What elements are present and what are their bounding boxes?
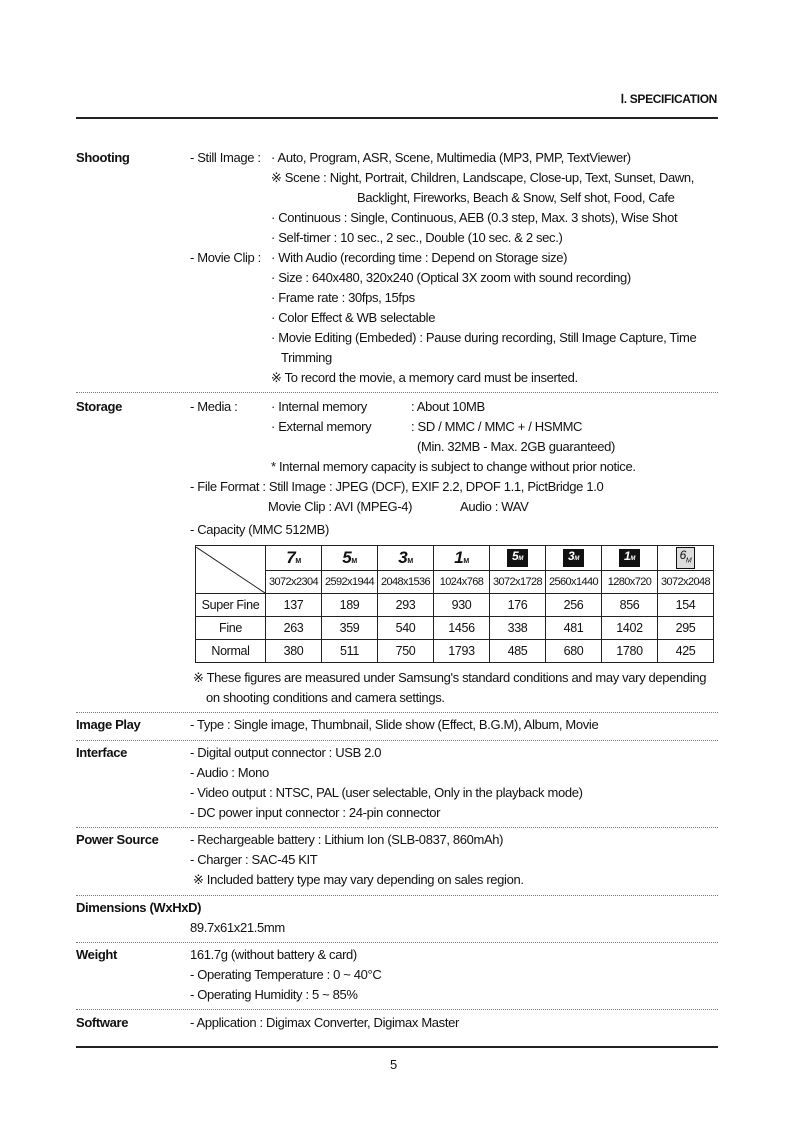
capacity-cell: 425: [658, 640, 714, 663]
capacity-cell: 295: [658, 617, 714, 640]
size-icon-5m-wide: 5M: [490, 546, 546, 571]
spec-line: - Type : Single image, Thumbnail, Slide show (Effect, B.G.M), Album, Movie: [190, 717, 599, 732]
capacity-cell: 856: [602, 594, 658, 617]
capacity-cell: 359: [322, 617, 378, 640]
spec-line: ※ Scene : Night, Portrait, Children, Landscape, Close-up, Text, Sunset, Dawn,: [271, 170, 695, 185]
spec-line: · Size : 640x480, 320x240 (Optical 3X zoom with sound recording): [271, 270, 631, 285]
capacity-cell: 154: [658, 594, 714, 617]
capacity-cell: 485: [490, 640, 546, 663]
spec-line: - Capacity (MMC 512MB): [190, 522, 329, 537]
resolution-cell: 2592x1944: [322, 571, 378, 594]
divider: [76, 392, 718, 393]
capacity-table: [195, 545, 714, 663]
spec-line: - Operating Temperature : 0 ~ 40°C: [190, 967, 382, 982]
resolution-cell: 1024x768: [434, 571, 490, 594]
spec-line: : About 10MB: [411, 399, 485, 414]
spec-line: - Video output : NTSC, PAL (user selectable, Only in the playback mode): [190, 785, 583, 800]
divider: [76, 827, 718, 828]
capacity-cell: 750: [378, 640, 434, 663]
capacity-cell: 263: [266, 617, 322, 640]
header-rule: [76, 117, 718, 119]
spec-line: Audio : WAV: [460, 499, 529, 514]
table-row: [196, 640, 714, 663]
capacity-cell: 380: [266, 640, 322, 663]
software-label: Software: [76, 1015, 129, 1030]
capacity-cell: 540: [378, 617, 434, 640]
capacity-cell: 1793: [434, 640, 490, 663]
page-number: 5: [390, 1057, 397, 1072]
spec-line: - Charger : SAC-45 KIT: [190, 852, 318, 867]
capacity-cell: 511: [322, 640, 378, 663]
size-icon-3m-wide: 3M: [546, 546, 602, 571]
capacity-cell: 293: [378, 594, 434, 617]
capacity-cell: 256: [546, 594, 602, 617]
quality-label: Fine: [196, 617, 266, 640]
size-icon-3m: 3M: [378, 546, 434, 571]
spec-line: · Internal memory: [271, 399, 367, 414]
spec-line: · Continuous : Single, Continuous, AEB (0.3 step, Max. 3 shots), Wise Shot: [271, 210, 678, 225]
spec-line: - File Format : Still Image : JPEG (DCF), EXIF 2.2, DPOF 1.1, PictBridge 1.0: [190, 479, 604, 494]
diagonal-line: [196, 547, 265, 593]
footer-rule: [76, 1046, 718, 1048]
power-source-label: Power Source: [76, 832, 159, 847]
divider: [76, 895, 718, 896]
capacity-cell: 680: [546, 640, 602, 663]
spec-line: : SD / MMC / MMC + / HSMMC: [411, 419, 583, 434]
table-row: [196, 617, 714, 640]
capacity-cell: 1456: [434, 617, 490, 640]
spec-line: - Application : Digimax Converter, Digimax Master: [190, 1015, 459, 1030]
resolution-cell: 3072x2048: [658, 571, 714, 594]
spec-line: - DC power input connector : 24-pin connector: [190, 805, 441, 820]
spec-line: Trimming: [281, 350, 332, 365]
divider: [76, 740, 718, 741]
interface-label: Interface: [76, 745, 128, 760]
resolution-cell: 2048x1536: [378, 571, 434, 594]
size-icon-1m: 1M: [434, 546, 490, 571]
size-icon-6m-3-2: $6_M$: [658, 546, 714, 571]
dimensions-label: Dimensions (WxHxD): [76, 900, 202, 915]
capacity-cell: 1402: [602, 617, 658, 640]
storage-label: Storage: [76, 399, 122, 414]
spec-line: * Internal memory capacity is subject to change without prior notice.: [271, 459, 636, 474]
spec-line: · With Audio (recording time : Depend on Storage size): [271, 250, 568, 265]
capacity-cell: 481: [546, 617, 602, 640]
spec-line: · Auto, Program, ASR, Scene, Multimedia (MP3, PMP, TextViewer): [271, 150, 631, 165]
quality-label: Normal: [196, 640, 266, 663]
capacity-cell: 338: [490, 617, 546, 640]
size-icon-7m: 7M: [266, 546, 322, 571]
note-line: on shooting conditions and camera settings.: [206, 690, 445, 705]
size-icon-1m-wide: 1M: [602, 546, 658, 571]
spec-line: - Operating Humidity : 5 ~ 85%: [190, 987, 358, 1002]
spec-line: ※ To record the movie, a memory card must be inserted.: [271, 370, 578, 385]
spec-line: (Min. 32MB - Max. 2GB guaranteed): [417, 439, 615, 454]
shooting-label: Shooting: [76, 150, 130, 165]
spec-line: · Movie Editing (Embeded) : Pause during recording, Still Image Capture, Time: [271, 330, 697, 345]
table-row: [196, 594, 714, 617]
spec-line: · Self-timer : 10 sec., 2 sec., Double (10 sec. & 2 sec.): [271, 230, 563, 245]
spec-line: · External memory: [271, 419, 372, 434]
capacity-cell: 1780: [602, 640, 658, 663]
size-icon-5m: 5M: [322, 546, 378, 571]
section-header: Ⅰ. SPECIFICATION: [620, 92, 717, 106]
spec-line: - Still Image :: [190, 150, 261, 165]
spec-line: - Media :: [190, 399, 238, 414]
divider: [76, 1009, 718, 1010]
spec-line: Movie Clip : AVI (MPEG-4): [268, 499, 413, 514]
spec-line: Backlight, Fireworks, Beach & Snow, Self shot, Food, Cafe: [357, 190, 675, 205]
table-corner: [196, 546, 266, 594]
image-play-label: Image Play: [76, 717, 141, 732]
capacity-cell: 930: [434, 594, 490, 617]
spec-line: ※ Included battery type may vary depending on sales region.: [193, 872, 524, 887]
spec-line: · Frame rate : 30fps, 15fps: [271, 290, 415, 305]
resolution-cell: 2560x1440: [546, 571, 602, 594]
spec-line: - Rechargeable battery : Lithium Ion (SLB-0837, 860mAh): [190, 832, 504, 847]
divider: [76, 942, 718, 943]
quality-label: Super Fine: [196, 594, 266, 617]
spec-line: · Color Effect & WB selectable: [271, 310, 436, 325]
capacity-cell: 176: [490, 594, 546, 617]
spec-line: 161.7g (without battery & card): [190, 947, 357, 962]
capacity-cell: 189: [322, 594, 378, 617]
note-line: ※ These figures are measured under Samsung's standard conditions and may vary depending: [193, 670, 707, 685]
resolution-cell: 1280x720: [602, 571, 658, 594]
weight-label: Weight: [76, 947, 117, 962]
resolution-cell: 3072x1728: [490, 571, 546, 594]
spec-line: - Audio : Mono: [190, 765, 269, 780]
capacity-cell: 137: [266, 594, 322, 617]
spec-line: 89.7x61x21.5mm: [190, 920, 285, 935]
spec-line: - Digital output connector : USB 2.0: [190, 745, 382, 760]
resolution-cell: 3072x2304: [266, 571, 322, 594]
divider: [76, 712, 718, 713]
spec-line: - Movie Clip :: [190, 250, 261, 265]
